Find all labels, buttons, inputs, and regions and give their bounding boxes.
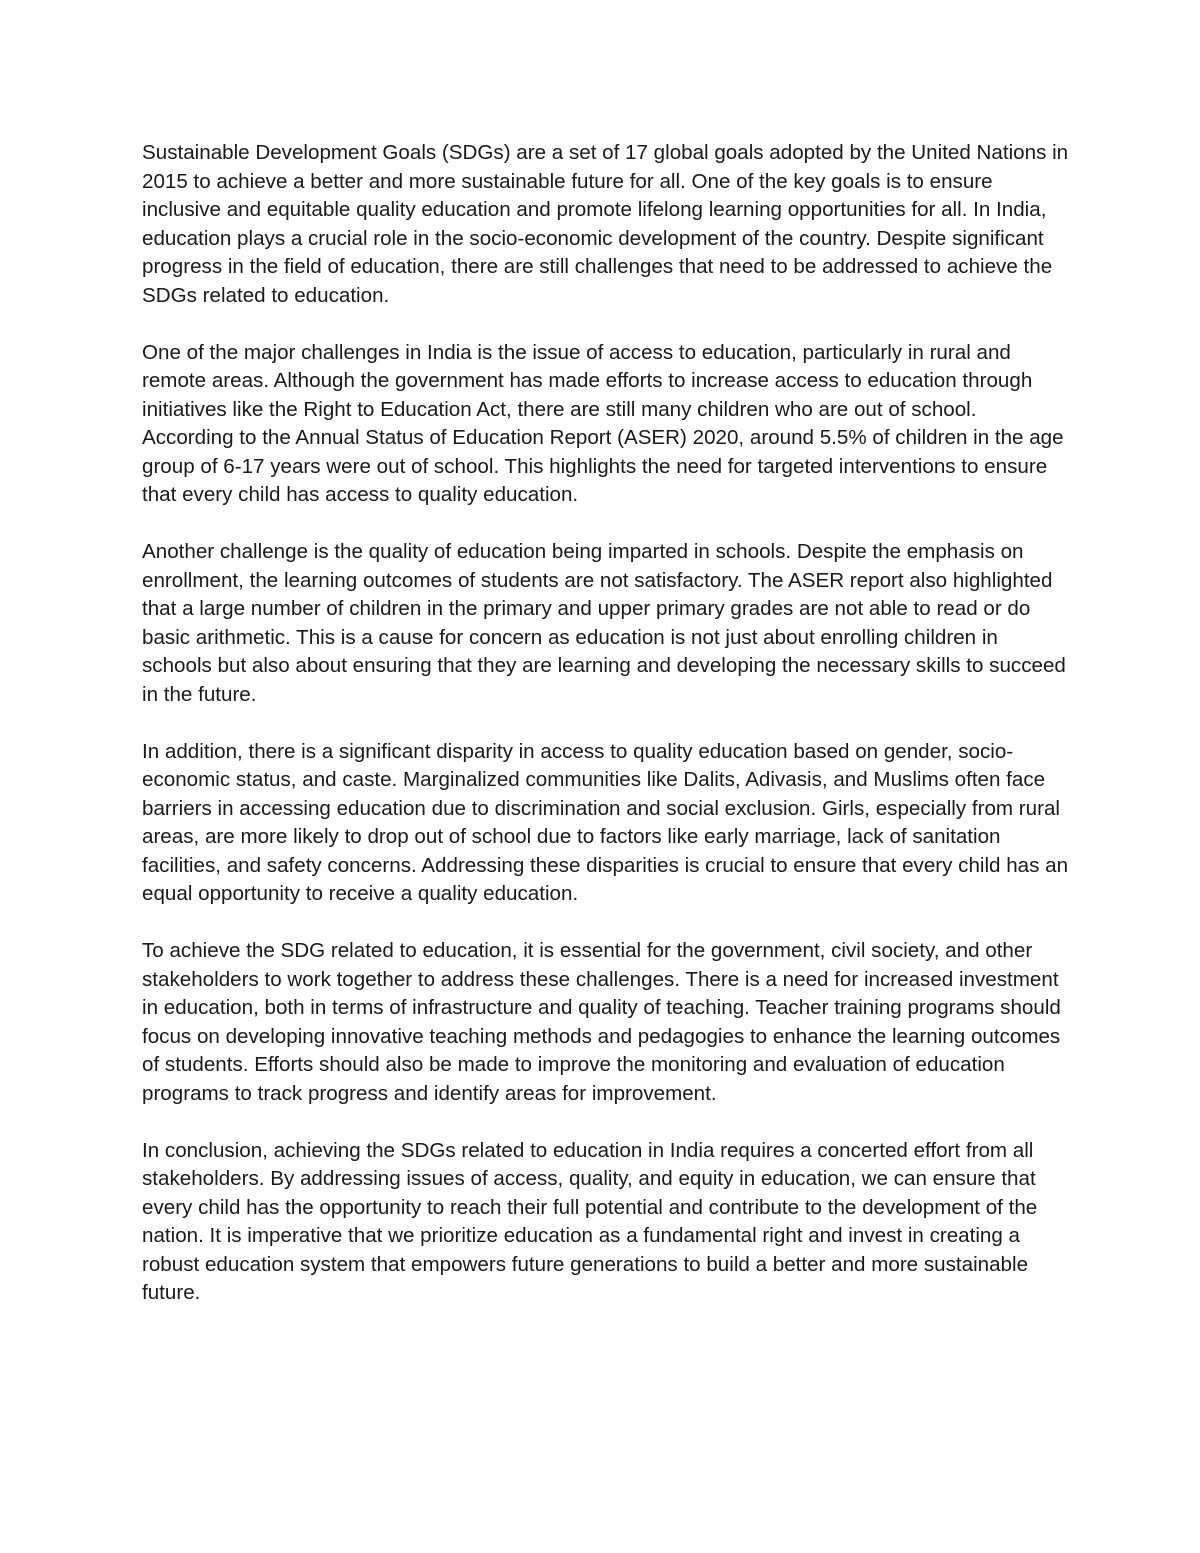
paragraph-quality-challenge: Another challenge is the quality of education being imparted in schools. Despite the emphasis on enrollment, the learning outcomes of students are not satisfactory. The ASER report also highlighted that a large number of children in the primary and upper primary grades are not able to read or do basic arithmetic. This is a cause for concern as education is not just about enrolling children in schools but also about ensuring that they are learning and developing the necessary skills to succeed in the future. — [142, 540, 1066, 706]
paragraph-recommendations: To achieve the SDG related to education, it is essential for the government, civil society, and other stakeholders to work together to address these challenges. There is a need for increased investment in education, both in terms of infrastructure and quality of teaching. Teacher training programs should focus on developing innovative teaching methods and pedagogies to enhance the learning outcomes of students. Efforts should also be made to improve the monitoring and evaluation of education programs to track progress and identify areas for improvement. — [142, 939, 1061, 1105]
paragraph-access-challenge: One of the major challenges in India is the issue of access to education, particularly in rural and remote areas. Although the government has made efforts to increase access to education through initiatives like the Right to Education Act, there are still many children who are out of school. According to the Annual Status of Education Report (ASER) 2020, around 5.5% of children in the age group of 6-17 years were out of school. This highlights the need for targeted interventions to ensure that every child has access to quality education. — [142, 340, 1064, 506]
document-body — [142, 139, 1072, 1308]
paragraph-conclusion: In conclusion, achieving the SDGs related to education in India requires a concerted effort from all stakeholders. By addressing issues of access, quality, and equity in education, we can ensure that every child has the opportunity to reach their full potential and contribute to the development of the nation. It is imperative that we prioritize education as a fundamental right and invest in creating a robust education system that empowers future generations to build a better and more sustainable future. — [142, 1138, 1038, 1304]
paragraph-introduction: Sustainable Development Goals (SDGs) are a set of 17 global goals adopted by the United Nations in 2015 to achieve a better and more sustainable future for all. One of the key goals is to ensure inclusive and equitable quality education and promote lifelong learning opportunities for all. In India, education plays a crucial role in the socio-economic development of the country. Despite significant progress in the field of education, there are still challenges that need to be addressed to achieve the SDGs related to education. — [142, 141, 1069, 307]
paragraph-disparity: In addition, there is a significant disparity in access to quality education based on gender, socio-economic status, and caste. Marginalized communities like Dalits, Adivasis, and Muslims often face barriers in accessing education due to discrimination and social exclusion. Girls, especially from rural areas, are more likely to drop out of school due to factors like early marriage, lack of sanitation facilities, and safety concerns. Addressing these disparities is crucial to ensure that every child has an equal opportunity to receive a quality education. — [142, 739, 1069, 905]
